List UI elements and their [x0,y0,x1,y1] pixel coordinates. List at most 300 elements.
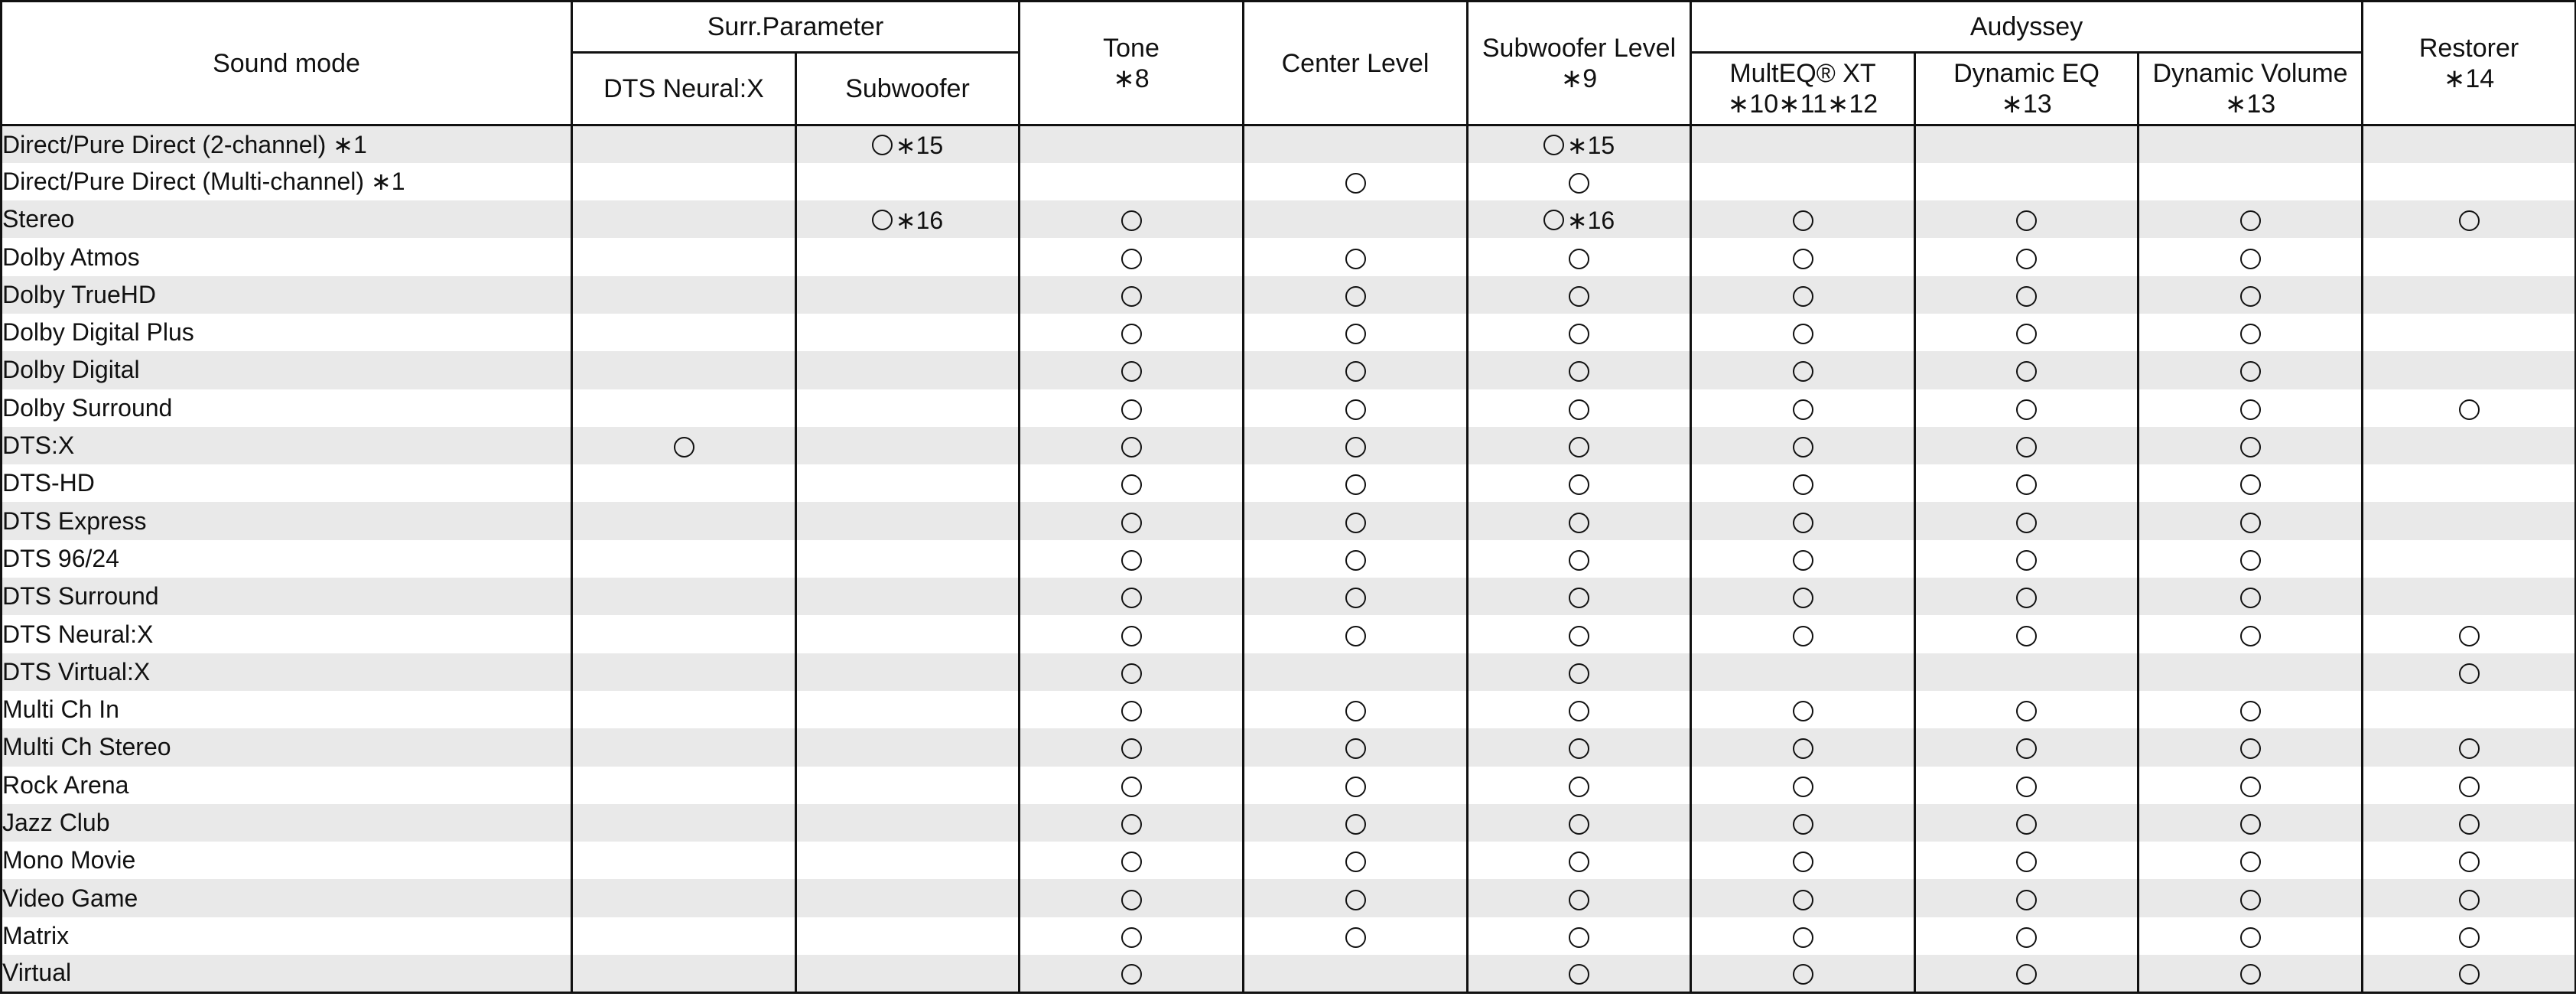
cell-multeq [1691,163,1915,200]
cell-subwoofer-level [1468,464,1691,502]
supported-circle-icon [1345,701,1366,721]
cell-dynamic-eq [1915,200,2139,238]
supported-circle-icon [1345,249,1366,269]
supported-circle-icon [1345,738,1366,759]
supported-circle-icon [2240,964,2261,985]
cell-dynamic-eq [1915,728,2139,766]
cell-dynamic-volume [2139,351,2363,389]
cell-dynamic-eq [1915,427,2139,464]
cell-subwoofer [796,728,1020,766]
cell-dynamic-eq [1915,351,2139,389]
cell-center-level [1244,728,1468,766]
cell-multeq [1691,314,1915,351]
supported-circle-icon [1569,173,1589,194]
header-restorer [2363,2,2576,125]
supported-circle-icon [2016,738,2037,759]
cell-center-level [1244,767,1468,804]
cell-dynamic-eq [1915,653,2139,691]
supported-circle-icon [1793,210,1813,231]
cell-tone [1020,314,1244,351]
sound-mode-name: DTS Express [2,502,572,539]
supported-circle-icon [2240,588,2261,608]
cell-restorer [2363,917,2576,955]
cell-dts-neural-x [572,163,796,200]
cell-multeq [1691,691,1915,728]
supported-circle-icon [1121,964,1142,985]
cell-multeq [1691,767,1915,804]
header-dynamic-volume-note: ∗13 [2224,90,2276,119]
sound-mode-name: Matrix [2,917,572,955]
cell-subwoofer-level [1468,125,1691,163]
cell-dynamic-volume [2139,464,2363,502]
table-row [2,691,2576,728]
cell-dts-neural-x [572,427,796,464]
sound-mode-name: DTS Virtual:X [2,653,572,691]
cell-subwoofer-level [1468,427,1691,464]
supported-circle-icon [1793,890,1813,910]
cell-tone [1020,728,1244,766]
cell-center-level [1244,163,1468,200]
supported-circle-icon [1121,399,1142,420]
cell-dynamic-eq [1915,879,2139,917]
cell-restorer [2363,540,2576,578]
table-row [2,464,2576,502]
header-subwoofer-level-label: Subwoofer Level [1482,33,1677,63]
cell-restorer [2363,351,2576,389]
cell-tone [1020,540,1244,578]
header-dynamic-eq [1915,53,2139,125]
supported-circle-icon [1569,964,1589,985]
cell-tone [1020,125,1244,163]
cell-subwoofer [796,578,1020,615]
supported-circle-icon [1121,701,1142,721]
cell-restorer [2363,955,2576,992]
cell-center-level [1244,653,1468,691]
cell-dynamic-volume [2139,276,2363,314]
table-row [2,502,2576,539]
header-sound-mode: Sound mode [2,2,572,125]
supported-circle-icon [1121,852,1142,872]
supported-circle-icon [2459,964,2480,985]
cell-dynamic-volume [2139,879,2363,917]
cell-dynamic-eq [1915,163,2139,200]
cell-tone [1020,767,1244,804]
header-restorer-note: ∗14 [2443,64,2495,93]
cell-tone [1020,691,1244,728]
cell-dynamic-volume [2139,427,2363,464]
header-subwoofer-level-note: ∗9 [1560,64,1598,93]
cell-subwoofer [796,955,1020,992]
cell-dynamic-volume [2139,125,2363,163]
supported-circle-icon [1793,738,1813,759]
cell-dynamic-eq [1915,955,2139,992]
cell-multeq [1691,728,1915,766]
cell-subwoofer-level [1468,238,1691,275]
cell-dynamic-eq [1915,314,2139,351]
cell-subwoofer [796,464,1020,502]
supported-circle-icon [1793,701,1813,721]
header-subwoofer: Subwoofer [796,53,1020,125]
supported-circle-icon [1793,474,1813,495]
supported-circle-icon [1121,550,1142,571]
supported-circle-icon [1569,626,1589,646]
cell-subwoofer-level [1468,351,1691,389]
supported-circle-icon [2016,361,2037,382]
supported-circle-icon [1569,437,1589,458]
cell-center-level [1244,427,1468,464]
cell-tone [1020,389,1244,427]
cell-dts-neural-x [572,540,796,578]
cell-multeq [1691,125,1915,163]
cell-dts-neural-x [572,238,796,275]
cell-subwoofer-level [1468,955,1691,992]
cell-center-level [1244,804,1468,842]
cell-multeq [1691,464,1915,502]
supported-circle-icon [2459,738,2480,759]
supported-circle-icon [1793,361,1813,382]
cell-dynamic-eq [1915,615,2139,653]
supported-circle-icon [2459,927,2480,948]
table-row [2,389,2576,427]
supported-circle-icon [1569,852,1589,872]
cell-dynamic-eq [1915,238,2139,275]
cell-dynamic-eq [1915,276,2139,314]
cell-subwoofer [796,238,1020,275]
supported-circle-icon [2459,814,2480,835]
supported-circle-icon [2459,890,2480,910]
footnote-mark: ∗15 [1566,131,1615,159]
cell-subwoofer-level [1468,691,1691,728]
sound-mode-name: DTS 96/24 [2,540,572,578]
cell-subwoofer [796,200,1020,238]
sound-mode-name: Multi Ch In [2,691,572,728]
supported-circle-icon [1121,324,1142,344]
cell-subwoofer [796,276,1020,314]
cell-subwoofer-level [1468,804,1691,842]
supported-circle-icon [1793,513,1813,533]
cell-dynamic-volume [2139,389,2363,427]
cell-subwoofer [796,314,1020,351]
supported-circle-icon [1793,777,1813,797]
table-body [2,125,2576,993]
table-row [2,540,2576,578]
sound-mode-name: Virtual [2,955,572,992]
cell-subwoofer-level [1468,502,1691,539]
header-dynamic-volume-label: Dynamic Volume [2152,59,2348,88]
table-row [2,653,2576,691]
sound-mode-name: Rock Arena [2,767,572,804]
sound-mode-name: DTS-HD [2,464,572,502]
cell-multeq [1691,653,1915,691]
cell-dynamic-eq [1915,125,2139,163]
supported-circle-icon [2016,210,2037,231]
supported-circle-icon [2016,474,2037,495]
cell-center-level [1244,879,1468,917]
cell-subwoofer-level [1468,389,1691,427]
cell-dynamic-eq [1915,691,2139,728]
supported-circle-icon [1793,437,1813,458]
table-row [2,955,2576,992]
header-multeq-label: MultEQ® XT [1729,59,1876,88]
cell-multeq [1691,540,1915,578]
header-multeq-note: ∗10∗11∗12 [1727,90,1878,119]
cell-dynamic-volume [2139,540,2363,578]
table-row [2,276,2576,314]
supported-circle-icon [1793,399,1813,420]
sound-mode-name: Dolby TrueHD [2,276,572,314]
cell-subwoofer [796,540,1020,578]
sound-mode-name: Dolby Surround [2,389,572,427]
cell-restorer [2363,728,2576,766]
supported-circle-icon [2016,249,2037,269]
cell-dynamic-volume [2139,615,2363,653]
supported-circle-icon [2459,663,2480,684]
cell-tone [1020,955,1244,992]
table-row [2,842,2576,879]
cell-multeq [1691,842,1915,879]
cell-multeq [1691,955,1915,992]
supported-circle-icon [2240,852,2261,872]
cell-subwoofer [796,163,1020,200]
supported-circle-icon [2240,550,2261,571]
cell-center-level [1244,502,1468,539]
cell-tone [1020,351,1244,389]
footnote-mark: ∗16 [895,206,944,234]
cell-dynamic-volume [2139,238,2363,275]
supported-circle-icon [1345,286,1366,307]
cell-subwoofer [796,351,1020,389]
cell-restorer [2363,427,2576,464]
supported-circle-icon [1793,324,1813,344]
supported-circle-icon [1793,249,1813,269]
supported-circle-icon [2459,399,2480,420]
cell-restorer [2363,163,2576,200]
supported-circle-icon [1569,890,1589,910]
supported-circle-icon [2240,738,2261,759]
cell-dts-neural-x [572,879,796,917]
cell-dts-neural-x [572,464,796,502]
header-dts-neural-x: DTS Neural:X [572,53,796,125]
supported-circle-icon [2016,550,2037,571]
header-dynamic-eq-label: Dynamic EQ [1953,59,2100,88]
table-row [2,917,2576,955]
supported-circle-icon [2016,701,2037,721]
supported-circle-icon [1121,890,1142,910]
supported-circle-icon [1121,286,1142,307]
cell-center-level [1244,955,1468,992]
supported-circle-icon [1345,814,1366,835]
cell-subwoofer-level [1468,917,1691,955]
supported-circle-icon [1345,513,1366,533]
cell-restorer [2363,691,2576,728]
cell-dynamic-volume [2139,842,2363,879]
supported-circle-icon [1345,927,1366,948]
sound-mode-name: DTS Neural:X [2,615,572,653]
supported-circle-icon [1793,852,1813,872]
table-row [2,200,2576,238]
table-row [2,125,2576,163]
cell-restorer [2363,842,2576,879]
cell-tone [1020,842,1244,879]
supported-circle-icon [2240,513,2261,533]
cell-dts-neural-x [572,314,796,351]
cell-subwoofer [796,653,1020,691]
cell-subwoofer-level [1468,879,1691,917]
cell-subwoofer [796,879,1020,917]
supported-circle-icon [1793,588,1813,608]
supported-circle-icon [1569,550,1589,571]
supported-circle-icon [2016,964,2037,985]
supported-circle-icon [1345,550,1366,571]
cell-tone [1020,238,1244,275]
supported-circle-icon [1121,361,1142,382]
cell-dynamic-volume [2139,578,2363,615]
cell-multeq [1691,427,1915,464]
supported-circle-icon [1569,249,1589,269]
cell-tone [1020,879,1244,917]
cell-subwoofer-level [1468,842,1691,879]
cell-multeq [1691,351,1915,389]
supported-circle-icon [1569,286,1589,307]
cell-dynamic-eq [1915,842,2139,879]
cell-restorer [2363,615,2576,653]
supported-circle-icon [1569,927,1589,948]
table-row [2,427,2576,464]
cell-restorer [2363,276,2576,314]
cell-dts-neural-x [572,615,796,653]
supported-circle-icon [2016,286,2037,307]
supported-circle-icon [1569,513,1589,533]
header-restorer-label: Restorer [2418,33,2519,63]
supported-circle-icon [2459,626,2480,646]
cell-subwoofer [796,691,1020,728]
cell-subwoofer-level [1468,163,1691,200]
header-surr-parameter: Surr.Parameter [572,2,1020,53]
cell-center-level [1244,464,1468,502]
supported-circle-icon [1569,588,1589,608]
cell-dts-neural-x [572,728,796,766]
supported-circle-icon [1543,135,1564,155]
supported-circle-icon [2240,814,2261,835]
cell-subwoofer [796,389,1020,427]
supported-circle-icon [1121,210,1142,231]
table-row [2,615,2576,653]
cell-center-level [1244,615,1468,653]
cell-multeq [1691,276,1915,314]
cell-subwoofer-level [1468,767,1691,804]
supported-circle-icon [1793,286,1813,307]
supported-circle-icon [2240,437,2261,458]
cell-center-level [1244,125,1468,163]
supported-circle-icon [1121,927,1142,948]
cell-dts-neural-x [572,767,796,804]
cell-restorer [2363,767,2576,804]
supported-circle-icon [2459,777,2480,797]
cell-subwoofer-level [1468,728,1691,766]
supported-circle-icon [1569,324,1589,344]
cell-tone [1020,464,1244,502]
cell-dynamic-eq [1915,917,2139,955]
cell-center-level [1244,842,1468,879]
header-dynamic-volume [2139,53,2363,125]
cell-center-level [1244,314,1468,351]
cell-dynamic-volume [2139,728,2363,766]
sound-mode-name: Dolby Digital [2,351,572,389]
sound-mode-name: Mono Movie [2,842,572,879]
cell-dts-neural-x [572,502,796,539]
supported-circle-icon [1121,437,1142,458]
cell-multeq [1691,804,1915,842]
table-row [2,351,2576,389]
supported-circle-icon [1345,890,1366,910]
sound-mode-name: Direct/Pure Direct (2-channel) ∗1 [2,125,572,163]
cell-dts-neural-x [572,276,796,314]
cell-dynamic-volume [2139,955,2363,992]
cell-dynamic-volume [2139,691,2363,728]
cell-center-level [1244,917,1468,955]
cell-restorer [2363,653,2576,691]
cell-center-level [1244,389,1468,427]
table-row [2,804,2576,842]
cell-subwoofer [796,615,1020,653]
supported-circle-icon [2459,852,2480,872]
table-row [2,767,2576,804]
cell-center-level [1244,276,1468,314]
supported-circle-icon [2240,361,2261,382]
cell-subwoofer-level [1468,653,1691,691]
cell-multeq [1691,917,1915,955]
cell-dynamic-volume [2139,200,2363,238]
cell-dynamic-eq [1915,502,2139,539]
cell-subwoofer-level [1468,615,1691,653]
cell-subwoofer [796,502,1020,539]
supported-circle-icon [1345,437,1366,458]
cell-tone [1020,427,1244,464]
supported-circle-icon [1345,474,1366,495]
cell-subwoofer-level [1468,578,1691,615]
cell-restorer [2363,502,2576,539]
table-row [2,879,2576,917]
cell-dts-neural-x [572,653,796,691]
supported-circle-icon [1121,663,1142,684]
sound-mode-name: Dolby Digital Plus [2,314,572,351]
supported-circle-icon [2240,474,2261,495]
cell-dynamic-volume [2139,502,2363,539]
supported-circle-icon [1569,361,1589,382]
cell-subwoofer [796,125,1020,163]
supported-circle-icon [2240,701,2261,721]
cell-restorer [2363,125,2576,163]
supported-circle-icon [1345,324,1366,344]
cell-dynamic-eq [1915,578,2139,615]
cell-dynamic-volume [2139,917,2363,955]
cell-center-level [1244,351,1468,389]
supported-circle-icon [1121,249,1142,269]
supported-circle-icon [1345,777,1366,797]
cell-subwoofer-level [1468,314,1691,351]
supported-circle-icon [1345,626,1366,646]
cell-dynamic-eq [1915,804,2139,842]
sound-mode-name: Dolby Atmos [2,238,572,275]
header-tone-note: ∗8 [1113,64,1150,93]
supported-circle-icon [1345,399,1366,420]
table-row [2,728,2576,766]
supported-circle-icon [1569,701,1589,721]
cell-dts-neural-x [572,578,796,615]
supported-circle-icon [1345,173,1366,194]
supported-circle-icon [1569,474,1589,495]
cell-subwoofer [796,767,1020,804]
